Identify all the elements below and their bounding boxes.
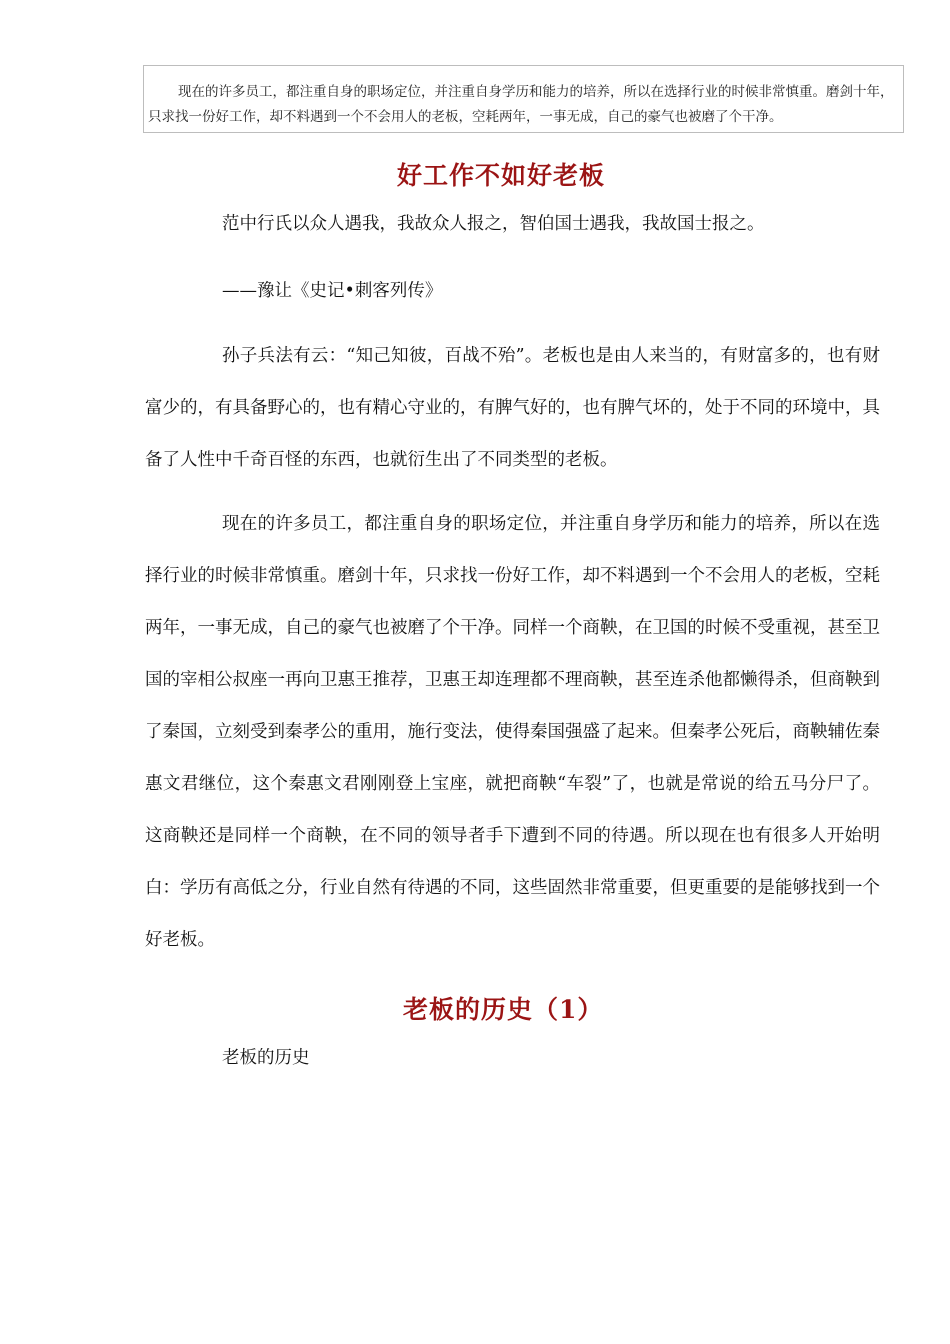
section-title-good-boss: 好工作不如好老板 xyxy=(397,161,606,190)
section-body-boss-history: 老板的历史 xyxy=(222,1048,310,1068)
body-paragraph-1: 孙子兵法有云：“知己知彼，百战不殆”。老板也是由人来当的，有财富多的，也有财富少的，有具备野心的，也有精心守业的，有脾气好的，也有脾气坏的，处于不同的环境中，具备了人性中千奇百怪的东西，也就衍生出了不同类型的老板。 xyxy=(145,346,880,470)
epigraph-attribution: ——豫让《史记•刺客列传》 xyxy=(222,281,443,301)
summary-box: 现在的许多员工，都注重自身的职场定位，并注重自身学历和能力的培养，所以在选择行业的时候非常慎重。磨剑十年，只求找一份好工作，却不料遇到一个不会用人的老板，空耗两年，一事无成，自己的豪气也被磨了个干净。 xyxy=(143,65,904,133)
epigraph-quote: 范中行氏以众人遇我，我故众人报之，智伯国士遇我，我故国士报之。 xyxy=(222,214,765,234)
section-title-boss-history: 老板的历史（1） xyxy=(403,995,604,1024)
body-paragraph-2: 现在的许多员工，都注重自身的职场定位，并注重自身学历和能力的培养，所以在选择行业的时候非常慎重。磨剑十年，只求找一份好工作，却不料遇到一个不会用人的老板，空耗两年，一事无成，自己的豪气也被磨了个干净。同样一个商鞅，在卫国的时候不受重视，甚至卫国的宰相公叔座一再向卫惠王推荐，卫惠王却连理都不理商鞅，甚至连杀他都懒得杀，但商鞅到了秦国，立刻受到秦孝公的重用，施行变法，使得秦国强盛了起来。但秦孝公死后，商鞅辅佐秦惠文君继位，这个秦惠文君刚刚登上宝座，就把商鞅“车裂”了，也就是常说的给五马分尸了。这商鞅还是同样一个商鞅，在不同的领导者手下遭到不同的待遇。所以现在也有很多人开始明白：学历有高低之分，行业自然有待遇的不同，这些固然非常重要，但更重要的是能够找到一个好老板。 xyxy=(145,514,880,950)
